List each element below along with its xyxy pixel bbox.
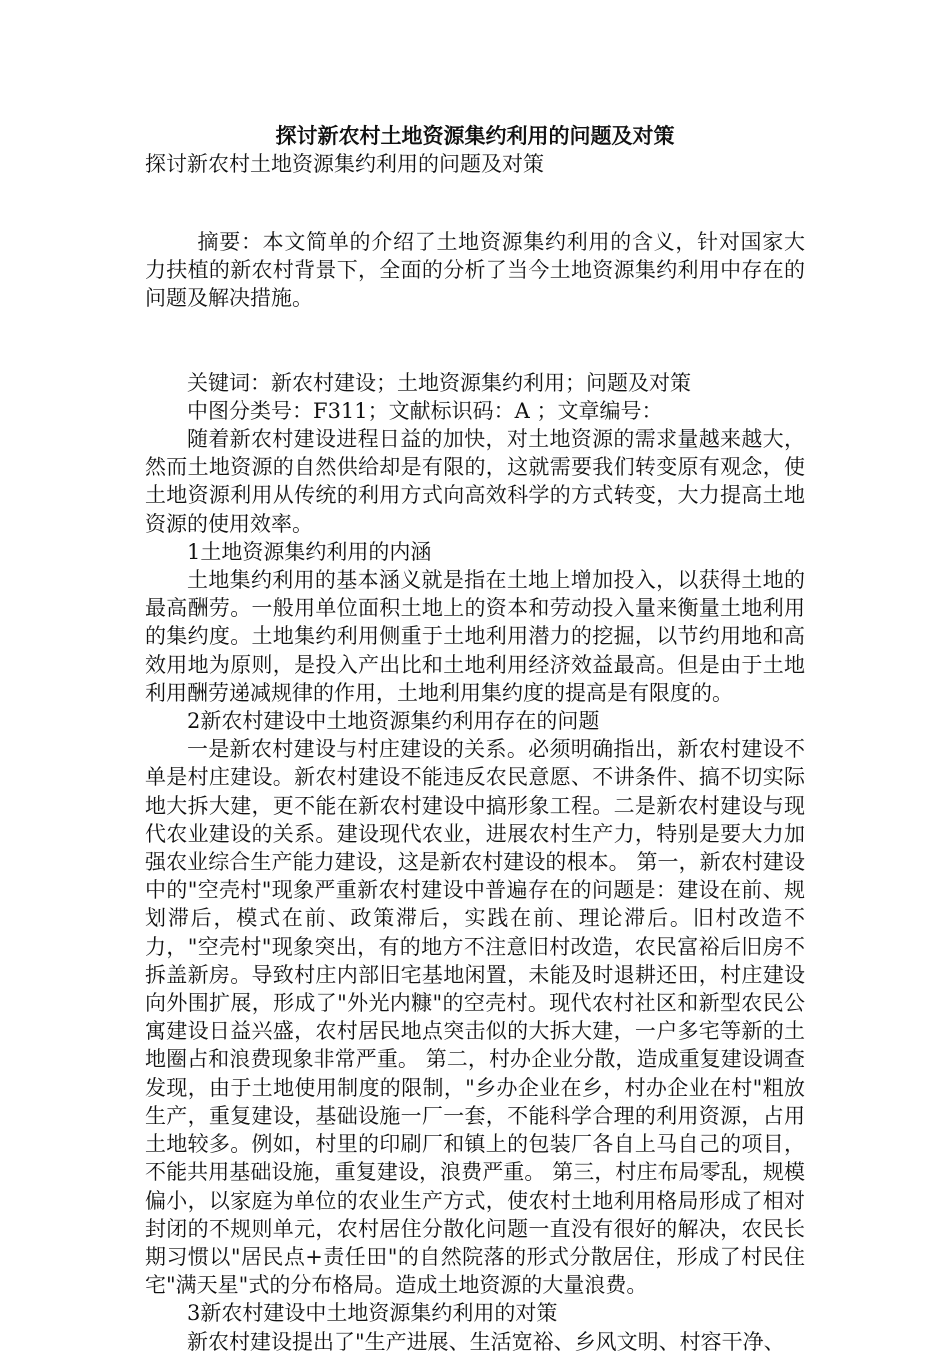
abstract-paragraph: 摘要：本文简单的介绍了土地资源集约利用的含义，针对国家大力扶植的新农村背景下，全面的分析了当今土地资源集约利用中存在的问题及解决措施。: [145, 230, 805, 311]
spacer: [145, 341, 805, 369]
section-3-paragraph: 新农村建设提出了"生产进展、生活宽裕、乡风文明、村容干净、: [187, 1329, 785, 1354]
section-1-paragraph: 土地集约利用的基本涵义就是指在土地上增加投入，以获得土地的最高酬劳。一般用单位面积土地上的资本和劳动投入量来衡量土地利用的集约度。土地集约利用侧重于土地利用潜力的挖掘，以节约用地和高效用地为原则，是投入产出比和土地利用经济效益最高。但是由于土地利用酬劳递减规律的作用，土地利用集约度的提高是有限度的。: [145, 568, 805, 705]
document-subtitle: 探讨新农村土地资源集约利用的问题及对策: [145, 152, 544, 176]
keywords-line: 关键词：新农村建设；土地资源集约利用；问题及对策: [187, 370, 691, 395]
spacer: [145, 313, 805, 341]
document-body: [145, 200, 805, 1356]
section-2-heading: 2新农村建设中土地资源集约利用存在的问题: [187, 709, 600, 734]
section-2-paragraph: 一是新农村建设与村庄建设的关系。必须明确指出，新农村建设不单是村庄建设。新农村建设不能违反农民意愿、不讲条件、搞不切实际地大拆大建，更不能在新农村建设中搞形象工程。二是新农村建设与现代农业建设的关系。建设现代农业，进展农村生产力，特别是要大力加强农业综合生产能力建设，这是新农村建设的根本。 第一，新农村建设中的"空壳村"现象严重新农村建设中普遍存在的问题是：建设在前、规划滞后，模式在前、政策滞后，实践在前、理论滞后。旧村改造不力，"空壳村"现象突出，有的地方不注意旧村改造，农民富裕后旧房不拆盖新房。导致村庄内部旧宅基地闲置，未能及时退耕还田，村庄建设向外围扩展，形成了"外光内糠"的空壳村。现代农村社区和新型农民公寓建设日益兴盛，农村居民地点突击似的大拆大建，一户多宅等新的土地圈占和浪费现象非常严重。 第二，村办企业分散，造成重复建设调查发现，由于土地使用制度的限制，"乡办企业在乡，村办企业在村"粗放生产，重复建设，基础设施一厂一套，不能科学合理的利用资源，占用土地较多。例如，村里的印刷厂和镇上的包装厂各自上马自己的项目，不能共用基础设施，重复建设，浪费严重。 第三，村庄布局零乱，规模偏小，以家庭为单位的农业生产方式，使农村土地利用格局形成了相对封闭的不规则单元，农村居住分散化问题一直没有很好的解决，农民长期习惯以"居民点+责任田"的自然院落的形式分散居住，形成了村民住宅"满天星"式的分布格局。造成土地资源的大量浪费。: [145, 737, 805, 1298]
section-1-heading: 1土地资源集约利用的内涵: [187, 539, 432, 564]
intro-paragraph: 随着新农村建设进程日益的加快，对土地资源的需求量越来越大，然而土地资源的自然供给却是有限的，这就需要我们转变原有观念，使土地资源利用从传统的利用方式向高效科学的方式转变，大力提高土地资源的使用效率。: [145, 427, 805, 536]
spacer: [145, 200, 805, 228]
document-title: 探讨新农村土地资源集约利用的问题及对策: [275, 123, 675, 148]
classification-line: 中图分类号：F311；文献标识码：A ；文章编号：: [187, 398, 663, 423]
section-3-heading: 3新农村建设中土地资源集约利用的对策: [187, 1301, 558, 1326]
